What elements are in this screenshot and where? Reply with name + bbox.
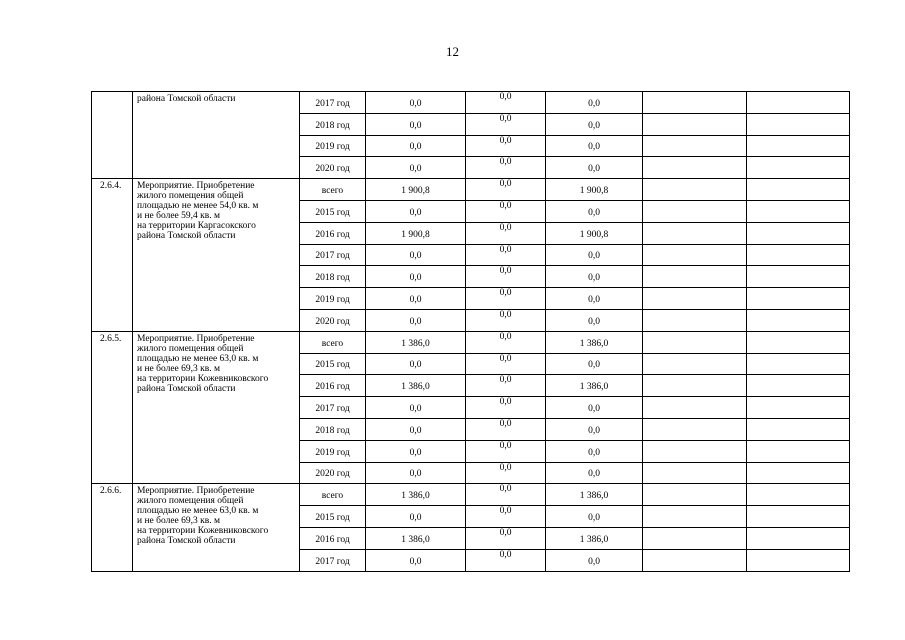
regional-value-cell: 1 386,0 — [546, 484, 643, 506]
regional-value-cell: 0,0 — [546, 244, 643, 266]
year-cell: 2016 год — [300, 375, 366, 397]
description-line: на территории Кожевниковского — [137, 373, 269, 384]
item-number: 2.6.4. — [92, 179, 133, 332]
empty-cell — [643, 288, 747, 310]
federal-value-cell: 0,0 — [466, 440, 546, 462]
total-value-cell: 0,0 — [366, 135, 466, 157]
year-cell: 2015 год — [300, 506, 366, 528]
description-line: жилого помещения общей — [137, 191, 244, 202]
empty-cell — [747, 157, 850, 179]
federal-value-cell: 0,0 — [466, 113, 546, 135]
federal-value-cell: 0,0 — [466, 375, 546, 397]
empty-cell — [643, 222, 747, 244]
federal-value-cell: 0,0 — [466, 222, 546, 244]
empty-cell — [747, 309, 850, 331]
empty-cell — [747, 331, 850, 353]
year-cell: 2019 год — [300, 440, 366, 462]
empty-cell — [747, 397, 850, 419]
empty-cell — [643, 244, 747, 266]
item-number: 2.6.6. — [92, 484, 133, 571]
page-number: 12 — [446, 44, 459, 59]
federal-value-cell: 0,0 — [466, 309, 546, 331]
federal-value-cell: 0,0 — [466, 288, 546, 310]
table-row — [92, 179, 850, 201]
description-line: площадью не менее 63,0 кв. м — [137, 506, 259, 517]
empty-cell — [747, 353, 850, 375]
year-cell: 2020 год — [300, 462, 366, 484]
empty-cell — [747, 440, 850, 462]
year-cell: 2015 год — [300, 353, 366, 375]
federal-value-cell: 0,0 — [466, 135, 546, 157]
empty-cell — [747, 266, 850, 288]
federal-value-cell: 0,0 — [466, 92, 546, 114]
total-value-cell: 0,0 — [366, 440, 466, 462]
federal-value-cell: 0,0 — [466, 266, 546, 288]
empty-cell — [747, 375, 850, 397]
regional-value-cell: 0,0 — [546, 157, 643, 179]
total-value-cell: 1 386,0 — [366, 375, 466, 397]
year-cell: 2017 год — [300, 397, 366, 419]
regional-value-cell: 0,0 — [546, 418, 643, 440]
regional-value-cell: 0,0 — [546, 135, 643, 157]
description-line: и не более 69,3 кв. м — [137, 363, 221, 374]
federal-value-cell: 0,0 — [466, 549, 546, 571]
total-value-cell: 0,0 — [366, 353, 466, 375]
regional-value-cell: 0,0 — [546, 549, 643, 571]
empty-cell — [747, 222, 850, 244]
federal-value-cell: 0,0 — [466, 353, 546, 375]
description-line: и не более 69,3 кв. м — [137, 516, 221, 527]
total-value-cell: 0,0 — [366, 418, 466, 440]
empty-cell — [747, 244, 850, 266]
empty-cell — [747, 179, 850, 201]
empty-cell — [643, 418, 747, 440]
description-line: Мероприятие. Приобретение — [137, 486, 255, 497]
year-cell: 2018 год — [300, 266, 366, 288]
total-value-cell: 1 386,0 — [366, 484, 466, 506]
empty-cell — [747, 288, 850, 310]
year-cell: 2017 год — [300, 549, 366, 571]
description-line: жилого помещения общей — [137, 496, 244, 507]
total-value-cell: 0,0 — [366, 200, 466, 222]
year-cell: 2019 год — [300, 135, 366, 157]
empty-cell — [747, 484, 850, 506]
federal-value-cell: 0,0 — [466, 418, 546, 440]
item-description — [133, 484, 300, 571]
federal-value-cell: 0,0 — [466, 331, 546, 353]
year-cell: 2019 год — [300, 288, 366, 310]
year-cell: 2020 год — [300, 157, 366, 179]
empty-cell — [643, 200, 747, 222]
item-description — [133, 331, 300, 484]
empty-cell — [643, 135, 747, 157]
year-cell: 2015 год — [300, 200, 366, 222]
total-value-cell: 0,0 — [366, 549, 466, 571]
empty-cell — [643, 484, 747, 506]
empty-cell — [643, 331, 747, 353]
empty-cell — [747, 549, 850, 571]
year-cell: 2018 год — [300, 113, 366, 135]
description-line: Мероприятие. Приобретение — [137, 333, 255, 344]
total-value-cell: 1 386,0 — [366, 331, 466, 353]
description-line: района Томской области — [137, 383, 236, 394]
regional-value-cell: 0,0 — [546, 113, 643, 135]
empty-cell — [643, 113, 747, 135]
federal-value-cell: 0,0 — [466, 157, 546, 179]
description-line: Мероприятие. Приобретение — [137, 181, 255, 192]
total-value-cell: 0,0 — [366, 92, 466, 114]
year-cell: 2018 год — [300, 418, 366, 440]
empty-cell — [643, 375, 747, 397]
year-cell: 2017 год — [300, 244, 366, 266]
year-cell: 2016 год — [300, 527, 366, 549]
total-value-cell: 0,0 — [366, 309, 466, 331]
total-value-cell: 0,0 — [366, 506, 466, 528]
description-line: площадью не менее 63,0 кв. м — [137, 353, 259, 364]
empty-cell — [643, 309, 747, 331]
regional-value-cell: 0,0 — [546, 440, 643, 462]
regional-value-cell: 0,0 — [546, 288, 643, 310]
description-line: и не более 59,4 кв. м — [137, 211, 221, 222]
empty-cell — [643, 353, 747, 375]
year-cell: всего — [300, 331, 366, 353]
item-description — [133, 92, 300, 179]
federal-value-cell: 0,0 — [466, 179, 546, 201]
total-value-cell: 0,0 — [366, 244, 466, 266]
regional-value-cell: 0,0 — [546, 92, 643, 114]
empty-cell — [643, 397, 747, 419]
table-row — [92, 92, 850, 114]
regional-value-cell: 1 386,0 — [546, 331, 643, 353]
item-number: 2.6.5. — [92, 331, 133, 484]
regional-value-cell: 0,0 — [546, 353, 643, 375]
regional-value-cell: 0,0 — [546, 462, 643, 484]
year-cell: 2020 год — [300, 309, 366, 331]
total-value-cell: 0,0 — [366, 397, 466, 419]
year-cell: всего — [300, 179, 366, 201]
federal-value-cell: 0,0 — [466, 397, 546, 419]
description-line: района Томской области — [137, 231, 236, 242]
empty-cell — [747, 135, 850, 157]
empty-cell — [643, 92, 747, 114]
description-line: района Томской области — [137, 94, 236, 104]
empty-cell — [747, 527, 850, 549]
regional-value-cell: 1 386,0 — [546, 375, 643, 397]
empty-cell — [747, 113, 850, 135]
empty-cell — [643, 549, 747, 571]
regional-value-cell: 0,0 — [546, 200, 643, 222]
federal-value-cell: 0,0 — [466, 244, 546, 266]
regional-value-cell: 1 900,8 — [546, 179, 643, 201]
description-line: площадью не менее 54,0 кв. м — [137, 201, 259, 212]
federal-value-cell: 0,0 — [466, 527, 546, 549]
description-line: на территории Каргасокского — [137, 221, 256, 232]
empty-cell — [747, 506, 850, 528]
table-row — [92, 331, 850, 353]
regional-value-cell: 0,0 — [546, 506, 643, 528]
empty-cell — [643, 157, 747, 179]
empty-cell — [643, 266, 747, 288]
total-value-cell: 0,0 — [366, 462, 466, 484]
federal-value-cell: 0,0 — [466, 200, 546, 222]
regional-value-cell: 0,0 — [546, 309, 643, 331]
federal-value-cell: 0,0 — [466, 506, 546, 528]
empty-cell — [747, 418, 850, 440]
regional-value-cell: 0,0 — [546, 397, 643, 419]
empty-cell — [643, 527, 747, 549]
federal-value-cell: 0,0 — [466, 462, 546, 484]
description-line: на территории Кожевниковского — [137, 526, 269, 537]
empty-cell — [643, 506, 747, 528]
table-row — [92, 484, 850, 506]
description-line: района Томской области — [137, 536, 236, 547]
description-line: жилого помещения общей — [137, 343, 244, 354]
empty-cell — [643, 462, 747, 484]
year-cell: 2017 год — [300, 92, 366, 114]
federal-value-cell: 0,0 — [466, 484, 546, 506]
total-value-cell: 0,0 — [366, 157, 466, 179]
program-table — [91, 91, 850, 572]
item-number — [92, 92, 133, 179]
year-cell: 2016 год — [300, 222, 366, 244]
item-description — [133, 179, 300, 332]
empty-cell — [643, 440, 747, 462]
total-value-cell: 0,0 — [366, 113, 466, 135]
total-value-cell: 0,0 — [366, 266, 466, 288]
total-value-cell: 1 900,8 — [366, 179, 466, 201]
empty-cell — [747, 200, 850, 222]
empty-cell — [747, 92, 850, 114]
regional-value-cell: 0,0 — [546, 266, 643, 288]
regional-value-cell: 1 386,0 — [546, 527, 643, 549]
regional-value-cell: 1 900,8 — [546, 222, 643, 244]
empty-cell — [643, 179, 747, 201]
year-cell: всего — [300, 484, 366, 506]
total-value-cell: 0,0 — [366, 288, 466, 310]
total-value-cell: 1 900,8 — [366, 222, 466, 244]
total-value-cell: 1 386,0 — [366, 527, 466, 549]
empty-cell — [747, 462, 850, 484]
